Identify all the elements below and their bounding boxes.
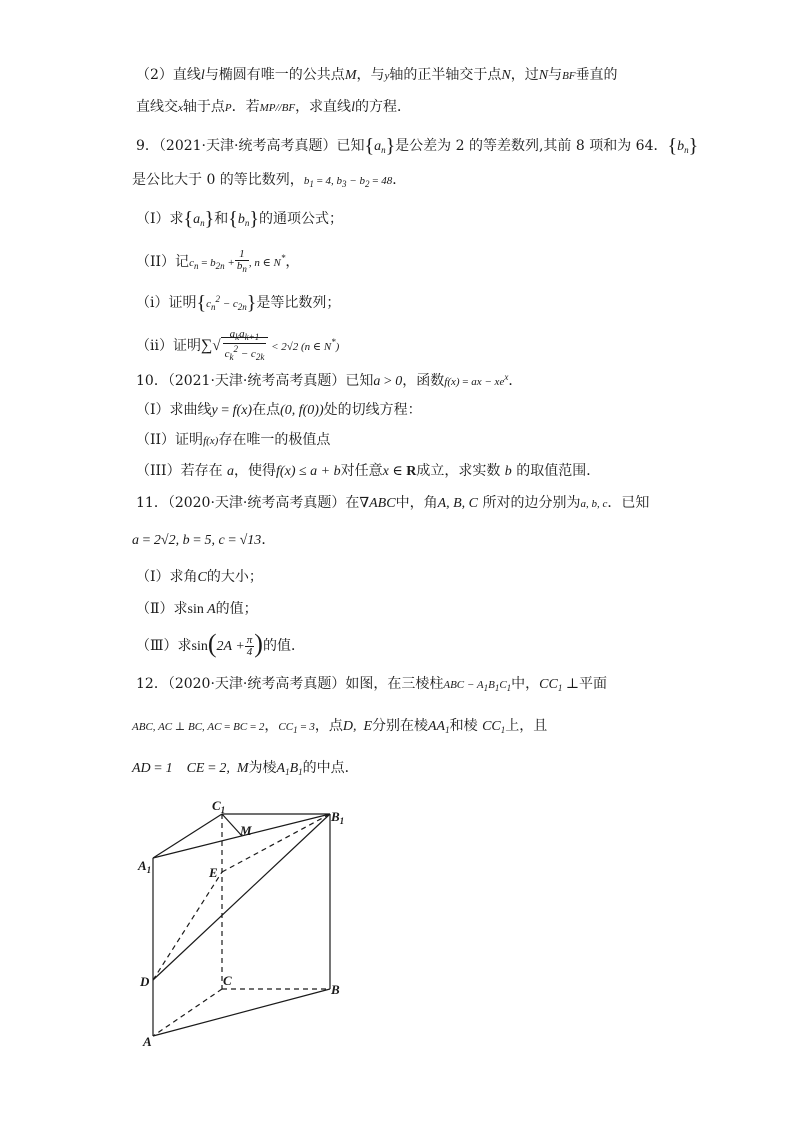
- text: 平面: [579, 676, 608, 692]
- text: 的通项公式；: [258, 211, 343, 227]
- question-number: 12．: [136, 676, 168, 692]
- q12-line3: AD = 1 CE = 2, M为棱$A_1B_1$的中点．: [132, 760, 359, 777]
- text: 是公比大于 0 的等比数列，: [132, 172, 304, 188]
- text: 直线交: [136, 99, 178, 115]
- question-number: 9．: [136, 138, 159, 154]
- text: ，点: [314, 718, 343, 734]
- label-a1: $A_1$: [138, 858, 152, 875]
- text: 存在唯一的极值点: [218, 432, 331, 448]
- q8-part2-line2: 直线交x轴于点P．若MP//BF，求直线l的方程．: [136, 99, 411, 115]
- text: ，使得: [234, 463, 277, 479]
- text: （I）求曲线: [136, 402, 212, 418]
- text: ，与: [356, 67, 385, 83]
- q10-part1: （I）求曲线y = f(x)在点(0, f(0))处的切线方程：: [136, 402, 422, 418]
- label-a: A: [143, 1034, 152, 1049]
- edge-a-b: [153, 989, 330, 1036]
- text: 轴于点: [182, 99, 225, 115]
- text: 在点: [252, 402, 281, 418]
- text: （II）证明: [136, 432, 204, 448]
- text: 在: [345, 495, 360, 511]
- text: ．: [261, 532, 276, 548]
- edge-c-a: [153, 989, 222, 1036]
- question-source: （2020·天津·统考高考真题）: [167, 495, 346, 511]
- question-source: （2021·天津·统考高考真题）: [158, 138, 337, 154]
- q11-part3: （Ⅲ）求sin(2A + $\frac{\pi}{4}$ )的值．: [136, 629, 305, 658]
- text: 已知: [336, 138, 365, 154]
- edge-c1-m: [222, 814, 242, 836]
- text: 所对的边分别为: [478, 495, 581, 511]
- text: 的值；: [215, 601, 258, 617]
- edge-e-b1: [222, 814, 330, 872]
- q9-part2i: （i）证明$\{c_n^2 - c_{2n}\}$是等比数列；: [136, 292, 341, 314]
- q9-part1: （I）求$\{a_n\}$和$\{b_n\}$的通项公式；: [136, 208, 343, 230]
- text: （III）若存在: [136, 463, 228, 479]
- text: （Ⅰ）求角: [136, 569, 198, 585]
- text: 为棱: [248, 760, 277, 776]
- label-m: M: [240, 823, 252, 838]
- text: 和棱: [449, 718, 483, 734]
- text: 的大小；: [206, 569, 263, 585]
- text: ，求直线: [295, 99, 352, 115]
- text: 已知: [345, 373, 374, 389]
- q9-part2ii: （ii）证明∑√ $\frac{a_ka_{k+1}}{c_k^2 - c_{2k}}$ < 2√2 (n ∈ N*): [136, 328, 340, 362]
- label-b: B: [331, 982, 340, 997]
- q9-part2: （II）记$c_n = b_{2n}$ + $\frac{1}{b_n}$ , n ∈ N*，: [136, 248, 300, 274]
- q10-part2: （II）证明f(x)存在唯一的极值点: [136, 432, 331, 448]
- q12-line1: 12．（2020·天津·统考高考真题）如图，在三棱柱ABC − $A_1B_1C_1$中，$CC_1$ ⊥平面: [136, 676, 608, 693]
- q11-part2: （Ⅱ）求sin A的值；: [136, 601, 258, 617]
- question-source: （2021·天津·统考高考真题）: [167, 373, 346, 389]
- text: 分别在棱: [372, 718, 428, 734]
- text: 和: [214, 211, 229, 227]
- label-e: E: [209, 865, 218, 880]
- text: 上，且: [505, 718, 548, 734]
- text: ，过: [510, 67, 539, 83]
- text: 与椭圆有唯一的公共点: [204, 67, 345, 83]
- text: ．: [392, 172, 407, 188]
- text: ，函数: [402, 373, 445, 389]
- text: （2）直线: [136, 67, 201, 83]
- text: 如图，在三棱柱: [345, 676, 444, 692]
- text: 的值．: [262, 638, 305, 654]
- text: ．若: [231, 99, 260, 115]
- text: ．已知: [607, 495, 650, 511]
- question-number: 10．: [136, 373, 168, 389]
- question-source: （2020·天津·统考高考真题）: [167, 676, 346, 692]
- text: （Ⅲ）求: [136, 638, 192, 654]
- text: 的中点．: [302, 760, 359, 776]
- edge-a1-c1: [153, 814, 222, 858]
- text: 中，角: [395, 495, 438, 511]
- text: ．: [508, 373, 523, 389]
- text: （II）记: [136, 254, 190, 270]
- q9-line1: 9．（2021·天津·统考高考真题）已知$\{a_n\}$是公差为 2 的等差数列,其前 8 项和为 64．$\{b_n\}$: [136, 135, 699, 157]
- text: 中，: [511, 676, 540, 692]
- text: 轴的正半轴交于点: [389, 67, 502, 83]
- label-c: C: [223, 973, 232, 988]
- edge-d-b1: [153, 814, 330, 980]
- label-d: D: [140, 974, 150, 989]
- text: 处的切线方程：: [323, 402, 422, 418]
- q8-part2-line1: （2）直线l与椭圆有唯一的公共点M，与y轴的正半轴交于点N，过N与BF垂直的: [136, 67, 618, 83]
- prism-figure: [130, 795, 370, 1065]
- edge-d-e: [153, 872, 222, 980]
- text: 是公差为 2 的等差数列,其前 8 项和为 64．: [395, 138, 668, 154]
- q12-line2: ABC, AC ⊥ BC, AC = BC = 2，$CC_1 = 3$，点D, E分别在棱$AA_1$和棱 $CC_1$上，且: [132, 718, 548, 735]
- text: 垂直的: [575, 67, 618, 83]
- text: 对任意: [340, 463, 383, 479]
- q9-line2: 是公比大于 0 的等比数列，$b_1 = 4$, $b_3 - b_2 = 48$．: [132, 172, 407, 189]
- question-number: 11．: [136, 495, 168, 511]
- text: 的方程．: [354, 99, 411, 115]
- text: （I）求: [136, 211, 184, 227]
- label-c1: $C_1$: [212, 798, 226, 815]
- q11-line1: 11．（2020·天津·统考高考真题）在∇ABC中，角A, B, C 所对的边分别为a, b, c．已知: [136, 495, 650, 511]
- text: ，: [264, 718, 279, 734]
- q11-line2: a = 2√2, b = 5, c = √13．: [132, 532, 276, 548]
- text: （i）证明: [136, 295, 197, 311]
- q11-part1: （Ⅰ）求角C的大小；: [136, 569, 263, 585]
- text: ，: [285, 254, 300, 270]
- text: 是等比数列；: [256, 295, 341, 311]
- label-b1: $B_1$: [331, 809, 345, 826]
- text: （ii）证明: [136, 338, 201, 354]
- text: 的取值范围．: [511, 463, 601, 479]
- q10-line1: 10．（2021·天津·统考高考真题）已知a > 0，函数f(x) = ax − $xe^x$．: [136, 372, 523, 389]
- q10-part3: （III）若存在 a，使得f(x) ≤ a + b对任意x ∈ R成立，求实数 b 的取值范围．: [136, 463, 601, 479]
- text: （Ⅱ）求: [136, 601, 188, 617]
- text: 与: [548, 67, 563, 83]
- text: 成立，求实数: [416, 463, 505, 479]
